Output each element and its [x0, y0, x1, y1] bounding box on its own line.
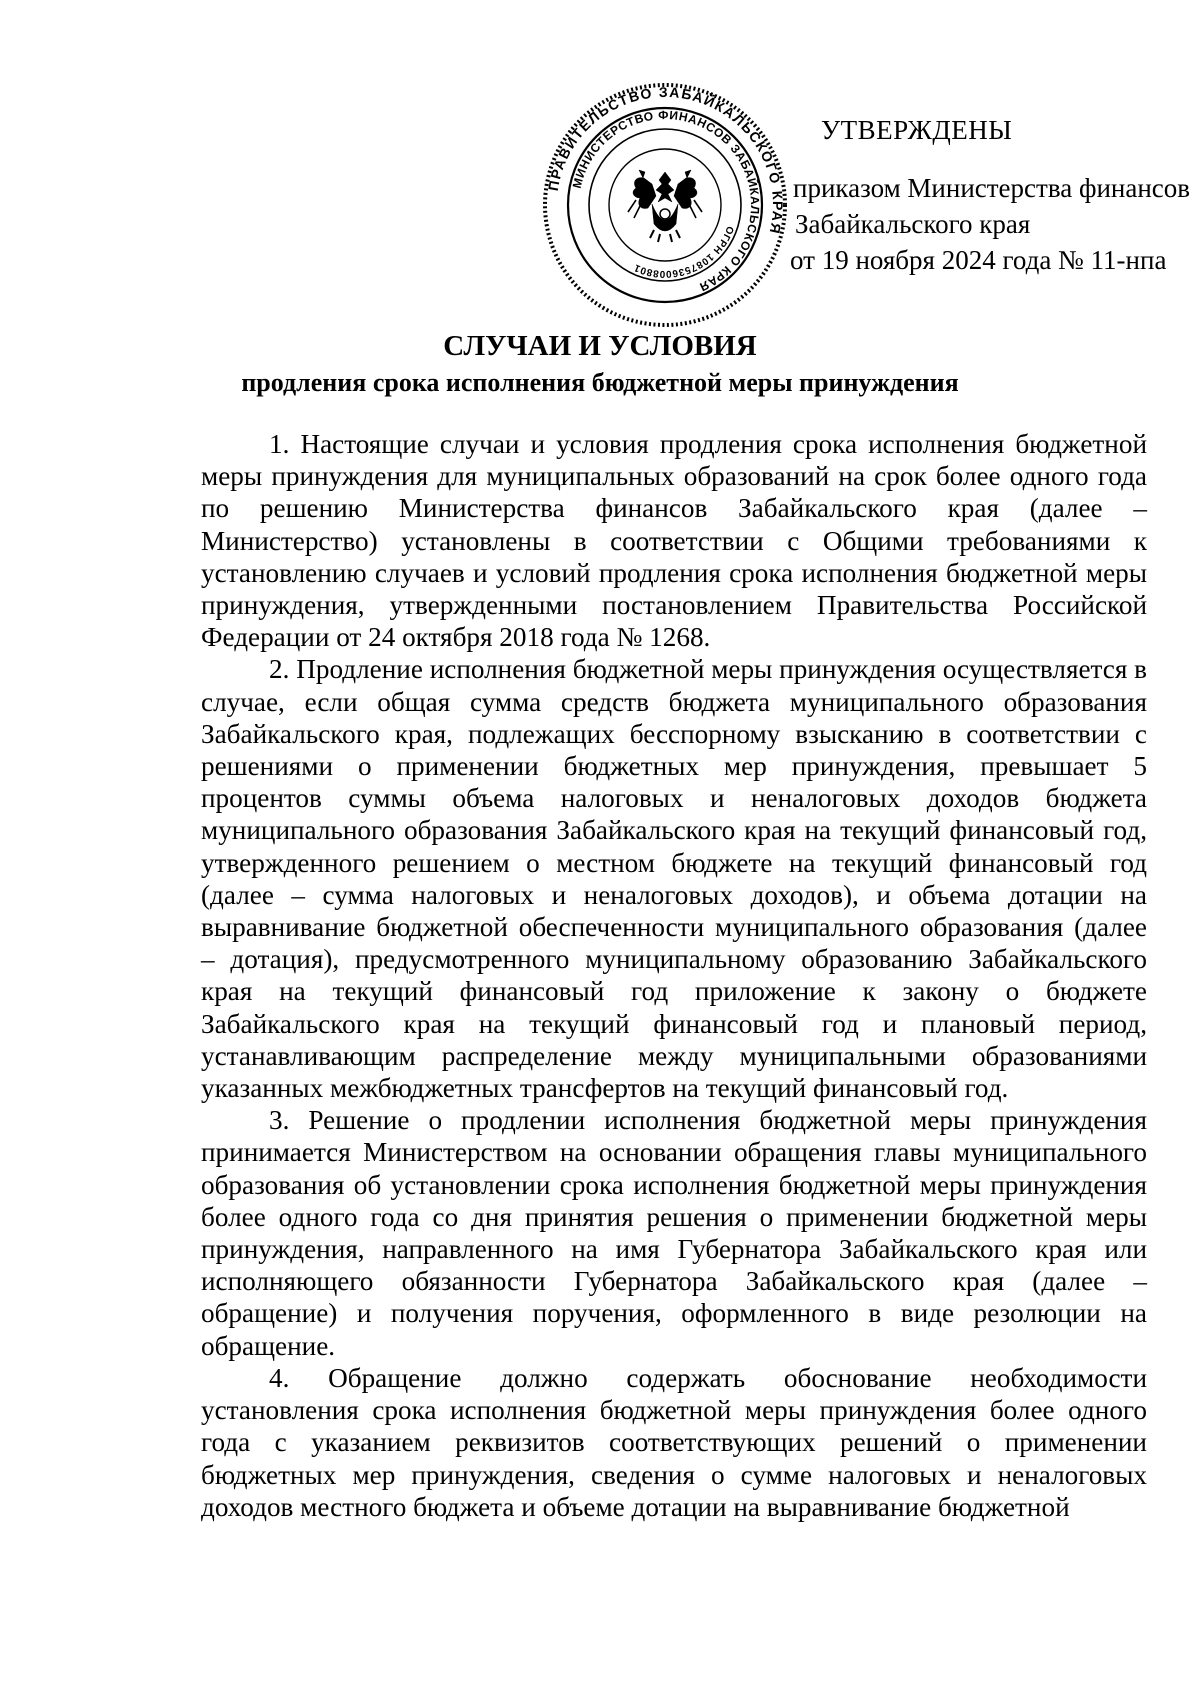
document-subtitle: продления срока исполнения бюджетной меры принуждения: [241, 368, 959, 397]
paragraph-4: 4. Обращение должно содержать обоснование необходимости установления срока исполнения бюджетной меры принуждения более одного года с указанием реквизитов соответствующих решений о применении бюджетных мер принуждения, сведения о сумме налоговых и неналоговых доходов местного бюджета и объеме дотации на выравнивание бюджетной: [201, 1362, 1147, 1522]
seal-outer-text: ПРАВИТЕЛЬСТВО ЗАБАЙКАЛЬСКОГО КРАЯ: [544, 83, 787, 237]
paragraph-3: 3. Решение о продлении исполнения бюджетной меры принуждения принимается Министерством на основании обращения главы муниципального образования об установлении срока исполнения бюджетной меры принуждения более одного года со дня принятия решения о применении бюджетной меры принуждения, направленного на имя Губернатора Забайкальского края или исполняющего обязанности Губернатора Забайкальского края (далее – обращение) и получения поручения, оформленного в виде резолюции на обращение.: [201, 1105, 1147, 1361]
approval-region-line: Забайкальского края: [795, 209, 1031, 239]
approval-date-line: от 19 ноября 2024 года № 11-нпа: [790, 245, 1167, 275]
official-seal-icon: [540, 80, 790, 330]
paragraph-1: 1. Настоящие случаи и условия продления срока исполнения бюджетной меры принуждения для муниципальных образований на срок более одного года по решению Министерства финансов Забайкальского края (далее – Министерство) установлены в соответствии с Общими требованиями к установлению случаев и условий продления срока исполнения бюджетной меры принуждения, утвержденными постановлением Правительства Российской Федерации от 24 октября 2018 года № 1268.: [201, 429, 1147, 653]
approval-title: УТВЕРЖДЕНЫ: [821, 115, 1013, 145]
approval-block: [790, 112, 1190, 278]
approval-order-line: приказом Министерства финансов: [793, 173, 1191, 203]
document-body: [201, 428, 1147, 1523]
seal-inner-text: МИНИСТЕРСТВО ФИНАНСОВ ЗАБАЙКАЛЬСКОГО КРАЯ: [569, 107, 763, 295]
paragraph-2: 2. Продление исполнения бюджетной меры принуждения осуществляется в случае, если общая сумма средств бюджета муниципального образования Забайкальского края, подлежащих бесспорному взысканию в соответствии с решениями о применении бюджетных мер принуждения, превышает 5 процентов суммы объема налоговых и неналоговых доходов бюджета муниципального образования Забайкальского края на текущий финансовый год, утвержденного решением о местном бюджете на текущий финансовый год (далее – сумма налоговых и неналоговых доходов), и объема дотации на выравнивание бюджетной обеспеченности муниципального образования (далее – дотация), предусмотренного муниципальному образованию Забайкальского края на текущий финансовый год приложение к закону о бюджете Забайкальского края на текущий финансовый год и плановый период, устанавливающим распределение между муниципальными образованиями указанных межбюджетных трансфертов на текущий финансовый год.: [201, 654, 1147, 1104]
document-title: СЛУЧАИ И УСЛОВИЯ: [443, 330, 757, 362]
eagle-emblem: [628, 170, 702, 242]
seal-core-text: ОГРН 1087536008801: [632, 224, 736, 280]
